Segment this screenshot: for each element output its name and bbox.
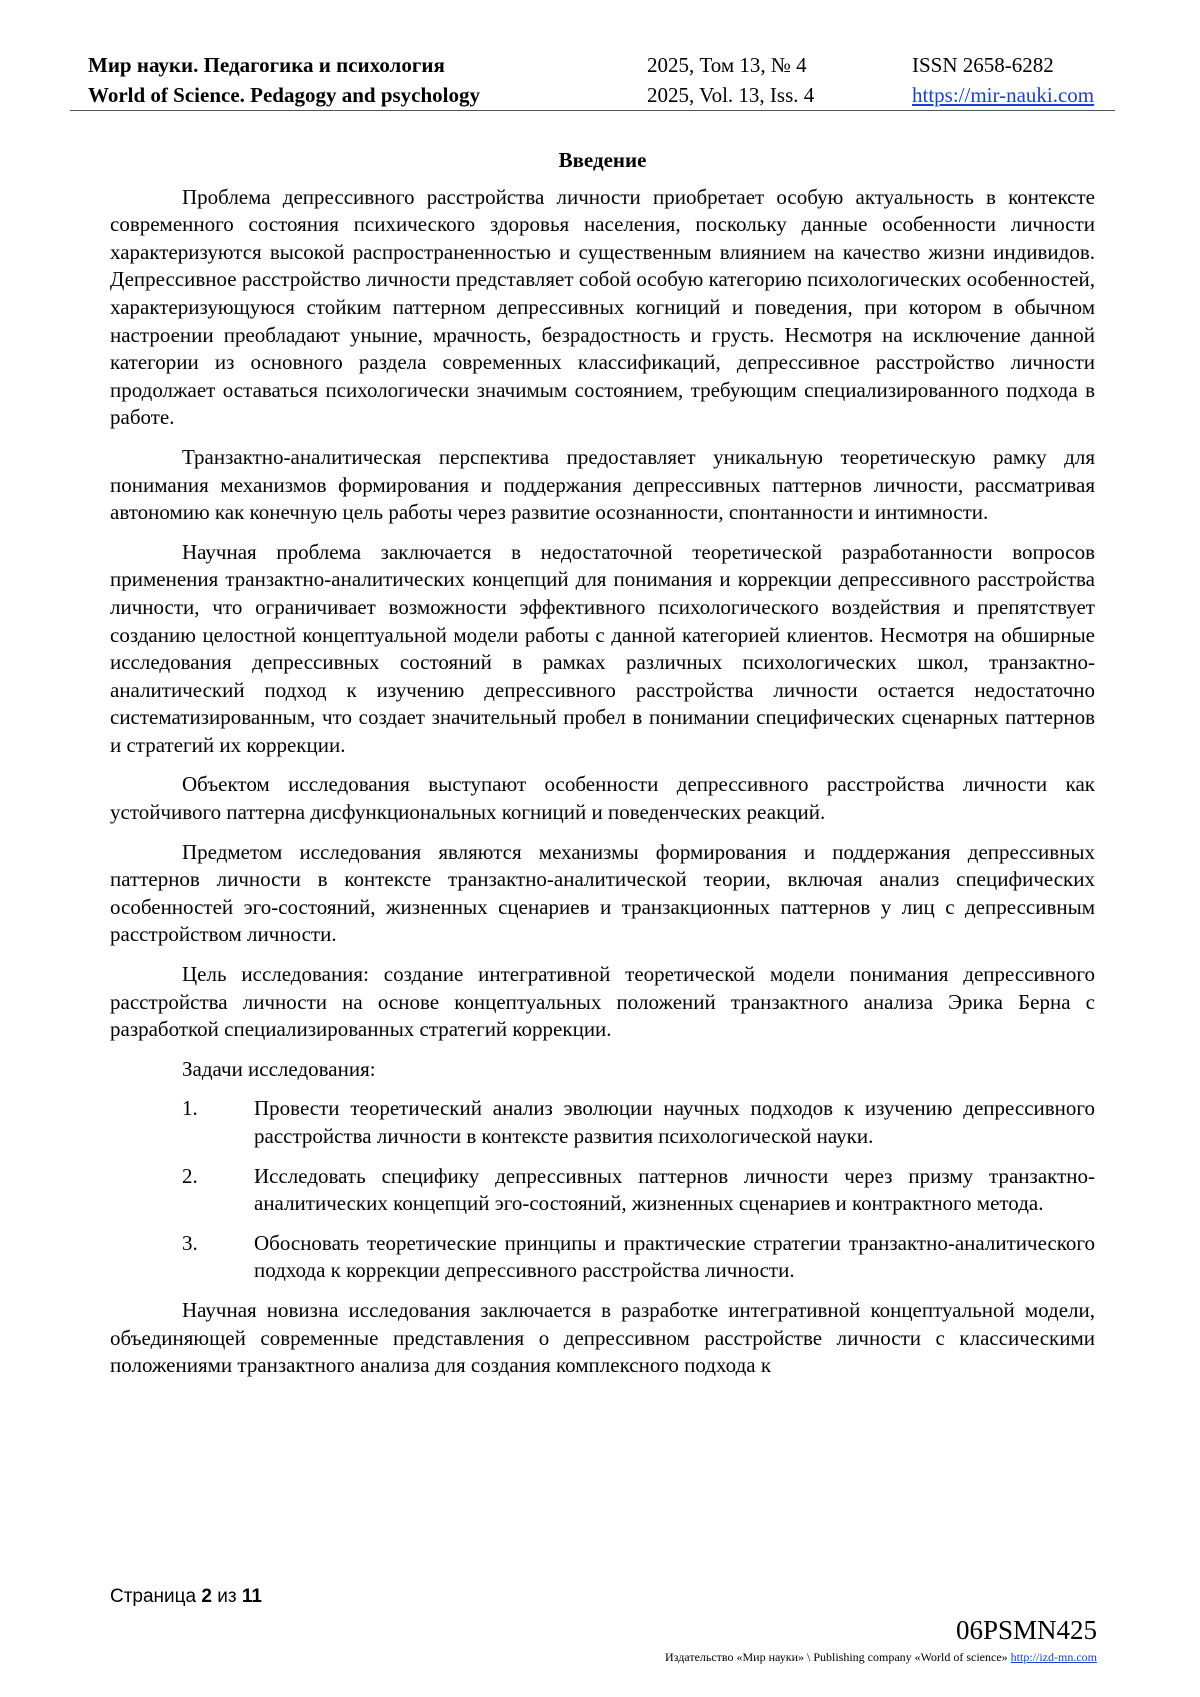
issue-en: 2025, Vol. 13, Iss. 4: [647, 83, 815, 107]
publisher-link[interactable]: http://izd-mn.com: [1010, 1650, 1097, 1664]
article-body: [110, 147, 1095, 1392]
publisher-line: [665, 1650, 1097, 1665]
journal-title-block: [88, 50, 480, 110]
publisher-text: Издательство «Мир науки» \ Publishing company «World of science»: [665, 1650, 1008, 1664]
task-text: Обосновать теоретические принципы и практические стратегии транзактно-аналитического подхода к коррекции депрессивного расстройства личности.: [254, 1230, 1095, 1283]
issue-block: [647, 50, 814, 110]
task-text: Исследовать специфику депрессивных паттернов личности через призму транзактно-аналитических концепций эго-состояний, жизненных сценариев и контрактного метода.: [254, 1163, 1095, 1216]
paragraph-subject: Предметом исследования являются механизмы формирования и поддержания депрессивных паттернов личности в контексте транзактно-аналитической теории, включая анализ специфических особенностей эго-состояний, жизненных сценариев и транзакционных паттернов у лиц с депрессивным расстройством личности.: [110, 839, 1095, 947]
journal-header: [70, 50, 1115, 111]
article-code: 06PSMN425: [955, 1615, 1097, 1645]
section-title: Введение: [558, 148, 647, 172]
page-of: из: [217, 1586, 237, 1607]
journal-title-ru: Мир науки. Педагогика и психология: [88, 53, 445, 77]
task-text: Провести теоретический анализ эволюции научных подходов к изучению депрессивного расстройства личности в контексте развития психологической науки.: [254, 1096, 1095, 1148]
paragraph-novelty: Научная новизна исследования заключается в разработке интегративной концептуальной модели, объединяющей современные представления о депрессивном расстройстве личности с классическими положениями транзактного анализа для создания комплексного подхода к: [110, 1297, 1095, 1378]
journal-url-link[interactable]: https://mir-nauki.com: [912, 83, 1095, 107]
list-item: [110, 1095, 1095, 1150]
list-item: [110, 1230, 1095, 1285]
paragraph-perspective: Транзактно-аналитическая перспектива предоставляет уникальную теоретическую рамку для понимания механизмов формирования и поддержания депрессивных паттернов личности, рассматривая автономию как конечную цель работы через развитие осознанности, спонтанности и интимности.: [110, 444, 1095, 525]
paragraph-goal: Цель исследования: создание интегративной теоретической модели понимания депрессивного расстройства личности на основе концептуальных положений транзактного анализа Эрика Берна с разработкой специализированных стратегий коррекции.: [110, 962, 1095, 1042]
task-number: 3.: [182, 1230, 198, 1255]
page-word: Страница: [110, 1586, 197, 1607]
task-number: 1.: [182, 1096, 198, 1121]
page-current: 2: [201, 1586, 212, 1607]
issue-ru: 2025, Том 13, № 4: [647, 53, 807, 77]
paragraph-problem: Проблема депрессивного расстройства личности приобретает особую актуальность в контексте современного состояния психического здоровья населения, поскольку данные особенности личности характеризуются высокой распространенностью и существенным влиянием на качество жизни индивидов. Депрессивное расстройство личности представляет собой особую категорию психологических особенностей, характеризующуюся стойким паттерном депрессивных когниций и поведения, при котором в обычном настроении преобладают уныние, мрачность, безрадостность и грусть. Несмотря на исключение данной категории из основного раздела современных классификаций, депрессивное расстройство личности продолжает оставаться психологически значимым состоянием, требующим специализированного подхода в работе.: [110, 184, 1095, 430]
list-item: [110, 1163, 1095, 1218]
journal-title-en: World of Science. Pedagogy and psychology: [88, 83, 481, 107]
paragraph-scientific-problem: Научная проблема заключается в недостаточной теоретической разработанности вопросов применения транзактно-аналитических концепций для понимания и коррекции депрессивного расстройства личности, что ограничивает возможности эффективного психологического воздействия и препятствует созданию целостной концептуальной модели работы с данной категорией клиентов. Несмотря на обширные исследования депрессивных состояний в рамках различных психологических школ, транзактно-аналитический подход к изучению депрессивного расстройства личности остается недостаточно систематизированным, что создает значительный пробел в понимании специфических сценарных паттернов и стратегий их коррекции.: [110, 539, 1095, 757]
tasks-heading: Задачи исследования:: [182, 1056, 376, 1081]
issn: ISSN 2658-6282: [912, 53, 1054, 77]
paragraph-object: Объектом исследования выступают особенности депрессивного расстройства личности как устойчивого паттерна дисфункциональных когниций и поведенческих реакций.: [110, 772, 1095, 825]
tasks-list: [110, 1095, 1095, 1285]
issn-block: [912, 50, 1094, 110]
page-total: 11: [241, 1586, 262, 1607]
task-number: 2.: [182, 1163, 198, 1188]
page-counter: [110, 1586, 262, 1608]
